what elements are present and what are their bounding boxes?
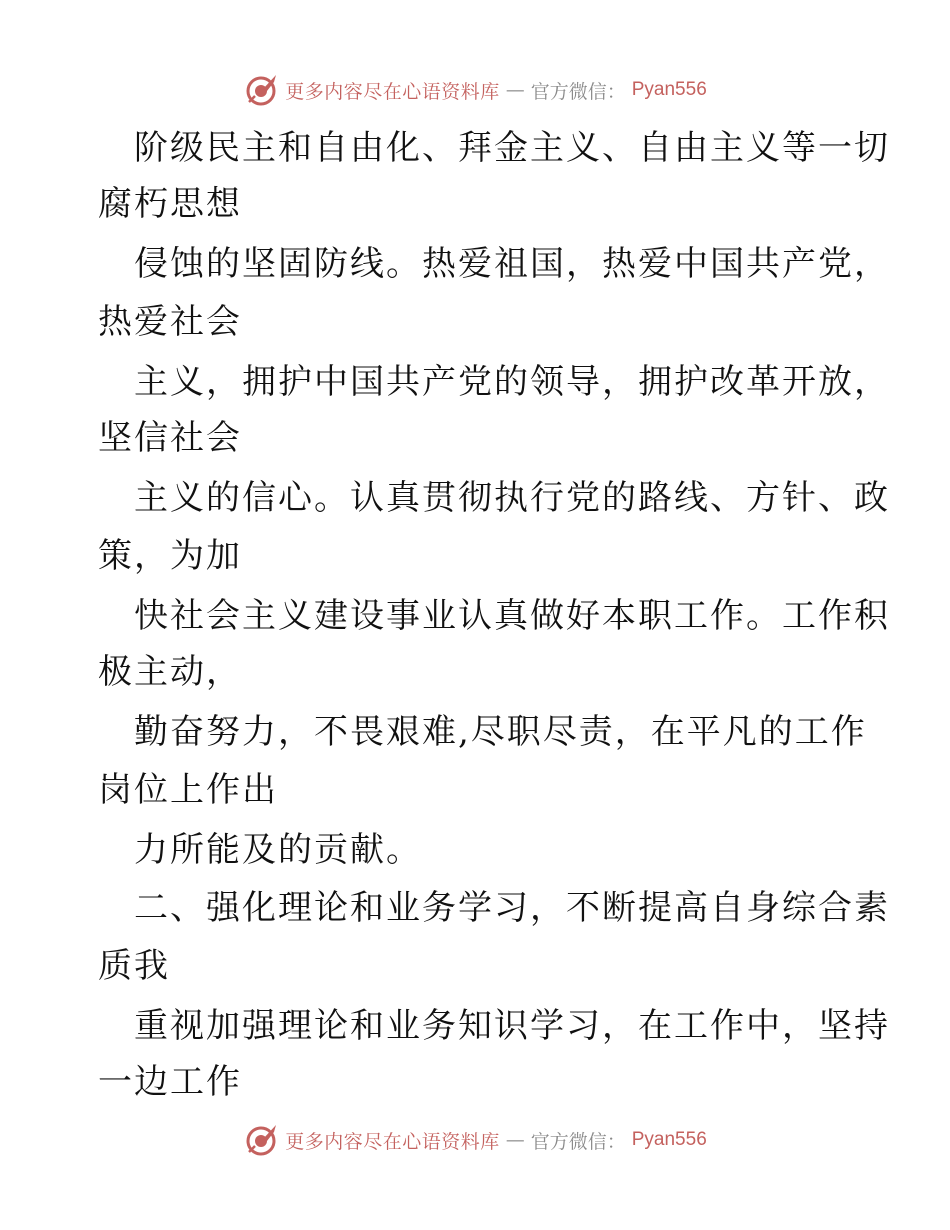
- text-line: 主义的信心。认真贯彻执行党的路线、方针、政: [134, 478, 890, 518]
- text-line: 岗位上作出: [98, 770, 278, 810]
- text-line: 质我: [98, 946, 170, 986]
- watermark-wechat-label: 官方微信：: [530, 1130, 626, 1153]
- text-line: 力所能及的贡献。: [134, 830, 422, 870]
- watermark-text: 更多内容尽在心语资料库: [285, 1130, 500, 1153]
- text-line: 热爱社会: [98, 302, 242, 342]
- footer-watermark: [0, 1118, 950, 1162]
- text-line: 主义，拥护中国共产党的领导，拥护改革开放，: [134, 362, 890, 402]
- watermark-separator: —: [505, 1129, 525, 1151]
- text-line: 腐朽思想: [98, 184, 242, 224]
- watermark-separator: —: [505, 79, 525, 101]
- text-line: 坚信社会: [98, 418, 242, 458]
- text-line: 重视加强理论和业务知识学习，在工作中，坚持: [134, 1006, 890, 1046]
- text-line: 阶级民主和自由化、拜金主义、自由主义等一切: [134, 128, 890, 168]
- text-line: 快社会主义建设事业认真做好本职工作。工作积: [134, 596, 890, 636]
- text-line: 策，为加: [98, 536, 242, 576]
- text-line: 极主动，: [98, 652, 242, 692]
- quill-logo-icon: [243, 72, 279, 108]
- header-watermark: [0, 68, 950, 112]
- quill-logo-icon: [243, 1122, 279, 1158]
- watermark-wechat-id: Pyan556: [631, 1129, 707, 1150]
- text-line: 侵蚀的坚固防线。热爱祖国，热爱中国共产党，: [134, 244, 890, 284]
- watermark-text: 更多内容尽在心语资料库: [285, 80, 500, 103]
- text-line: 一边工作: [98, 1062, 242, 1102]
- text-line: 勤奋努力，不畏艰难,尽职尽责，在平凡的工作: [134, 712, 867, 752]
- watermark-wechat-id: Pyan556: [631, 79, 707, 100]
- text-line: 二、强化理论和业务学习，不断提高自身综合素: [134, 888, 890, 928]
- watermark-wechat-label: 官方微信：: [530, 80, 626, 103]
